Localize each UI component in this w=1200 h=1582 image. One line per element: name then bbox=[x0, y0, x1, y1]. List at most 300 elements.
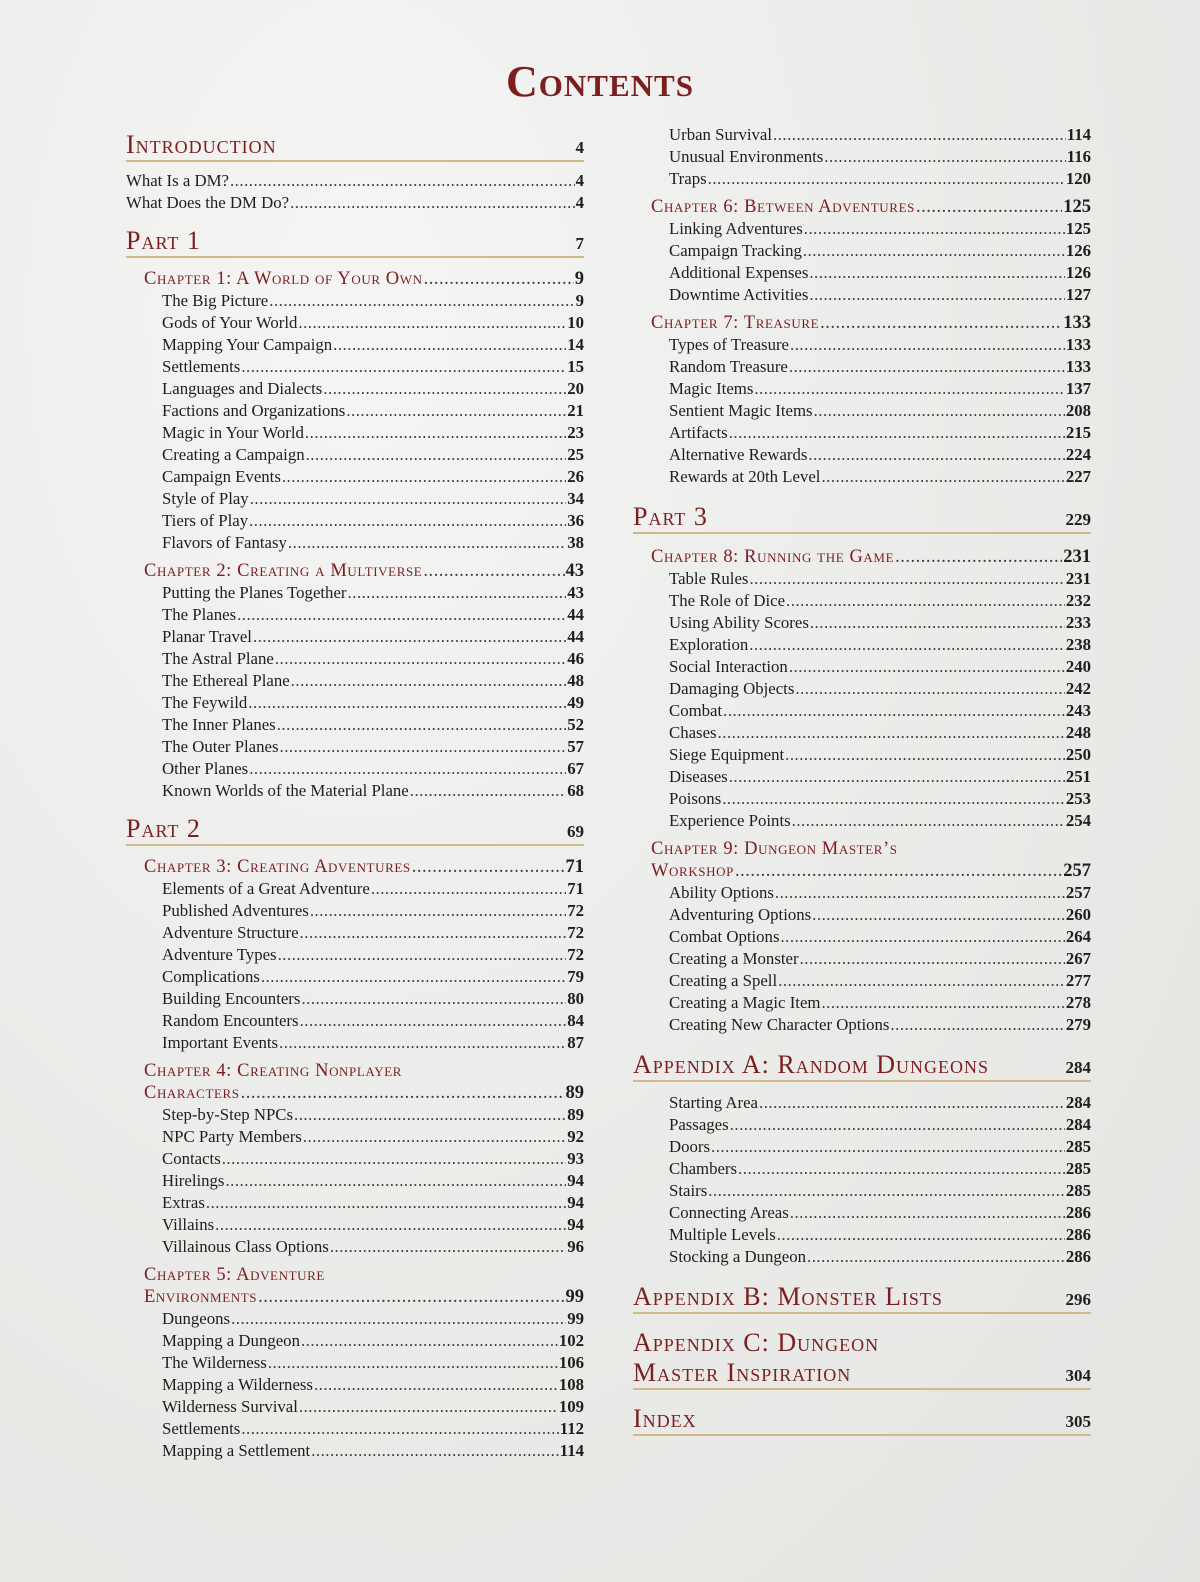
entry-label[interactable]: Contacts bbox=[162, 1149, 221, 1168]
entry-label[interactable]: Stocking a Dungeon bbox=[669, 1247, 807, 1266]
entry-label[interactable]: Rewards at 20th Level bbox=[669, 467, 821, 486]
toc-entry[interactable] bbox=[669, 1114, 1091, 1136]
entry-label[interactable]: Creating a Spell bbox=[669, 971, 778, 990]
toc-entry[interactable] bbox=[669, 466, 1091, 488]
page-number: 9 bbox=[575, 291, 584, 310]
toc-entry[interactable] bbox=[162, 736, 584, 758]
page-number: 285 bbox=[1065, 1181, 1091, 1200]
entry-label[interactable]: Magic Items bbox=[669, 379, 754, 398]
entry-label[interactable]: Adventuring Options bbox=[669, 905, 812, 924]
page-number: 251 bbox=[1065, 767, 1091, 786]
entry-label[interactable]: Random Encounters bbox=[162, 1011, 299, 1030]
entry-label[interactable]: The Planes bbox=[162, 605, 237, 624]
toc-entry[interactable] bbox=[162, 1308, 584, 1330]
leader-dots bbox=[311, 1440, 559, 1462]
toc-entry[interactable] bbox=[162, 670, 584, 692]
leader-dots bbox=[300, 1010, 567, 1032]
entry-label[interactable]: Poisons bbox=[669, 789, 722, 808]
part-heading[interactable] bbox=[126, 130, 584, 162]
page-number: 84 bbox=[567, 1011, 584, 1030]
toc-entry[interactable] bbox=[162, 582, 584, 604]
entry-label[interactable]: Villainous Class Options bbox=[162, 1237, 329, 1256]
page-number: 15 bbox=[567, 357, 584, 376]
page-number: 133 bbox=[1063, 313, 1091, 333]
chapter-title-line[interactable]: Chapter 5: Adventure bbox=[144, 1265, 325, 1285]
leader-dots bbox=[423, 560, 564, 582]
entry-label[interactable]: Combat bbox=[669, 701, 723, 720]
entry-label[interactable]: Creating New Character Options bbox=[669, 1015, 890, 1034]
toc-entry[interactable] bbox=[162, 1192, 584, 1214]
page-number: 133 bbox=[1065, 335, 1091, 354]
leader-dots bbox=[824, 146, 1065, 168]
part-heading[interactable] bbox=[126, 814, 584, 846]
part-heading[interactable] bbox=[633, 1404, 1091, 1436]
toc-entry[interactable] bbox=[669, 284, 1091, 306]
leader-dots bbox=[789, 356, 1065, 378]
entry-label[interactable]: Wilderness Survival bbox=[162, 1397, 298, 1416]
page-number: 38 bbox=[567, 533, 584, 552]
entry-label[interactable]: Settlements bbox=[162, 357, 241, 376]
entry-label[interactable]: What Does the DM Do? bbox=[126, 193, 290, 212]
chapter-entry[interactable] bbox=[144, 1082, 584, 1104]
part-title[interactable]: Appendix B: Monster Lists bbox=[633, 1282, 943, 1311]
chapter-title[interactable]: Characters bbox=[144, 1083, 240, 1103]
page-number: 36 bbox=[567, 511, 584, 530]
toc-entry[interactable] bbox=[669, 992, 1091, 1014]
page-number: 21 bbox=[567, 401, 584, 420]
chapter-title[interactable]: Chapter 1: A World of Your Own bbox=[144, 269, 423, 289]
entry-label[interactable]: Creating a Campaign bbox=[162, 445, 305, 464]
toc-entry[interactable] bbox=[162, 444, 584, 466]
toc-entry[interactable] bbox=[669, 400, 1091, 422]
chapter-title[interactable]: Environments bbox=[144, 1287, 258, 1307]
page-number: 93 bbox=[567, 1149, 584, 1168]
toc-entry[interactable] bbox=[669, 970, 1091, 992]
toc-entry[interactable] bbox=[162, 1418, 584, 1440]
chapter-title[interactable]: Chapter 6: Between Adventures bbox=[651, 197, 915, 217]
leader-dots bbox=[301, 988, 566, 1010]
toc-entry[interactable] bbox=[669, 948, 1091, 970]
leader-dots bbox=[424, 268, 574, 290]
toc-entry[interactable] bbox=[669, 146, 1091, 168]
toc-entry[interactable] bbox=[669, 1202, 1091, 1224]
entry-label[interactable]: Alternative Rewards bbox=[669, 445, 808, 464]
page-number: 26 bbox=[567, 467, 584, 486]
leader-dots bbox=[279, 1032, 566, 1054]
page-number: 72 bbox=[567, 945, 584, 964]
leader-dots bbox=[711, 1136, 1065, 1158]
chapter-entry[interactable] bbox=[144, 856, 584, 878]
entry-label[interactable]: Types of Treasure bbox=[669, 335, 790, 354]
toc-entry[interactable] bbox=[669, 262, 1091, 284]
page-number: 284 bbox=[1065, 1115, 1091, 1134]
part-title[interactable]: Part 3 bbox=[633, 502, 708, 531]
toc-entry[interactable] bbox=[162, 510, 584, 532]
page-number: 133 bbox=[1065, 357, 1091, 376]
part-title[interactable]: Part 1 bbox=[126, 226, 201, 255]
entry-label[interactable]: Complications bbox=[162, 967, 260, 986]
toc-entry[interactable] bbox=[162, 422, 584, 444]
toc-entry[interactable] bbox=[162, 758, 584, 780]
entry-label[interactable]: NPC Party Members bbox=[162, 1127, 302, 1146]
entry-label[interactable]: The Ethereal Plane bbox=[162, 671, 290, 690]
entry-label[interactable]: Hirelings bbox=[162, 1171, 225, 1190]
toc-entry[interactable] bbox=[162, 1126, 584, 1148]
toc-entry[interactable] bbox=[162, 626, 584, 648]
part-heading[interactable] bbox=[126, 226, 584, 258]
leader-dots bbox=[790, 1202, 1065, 1224]
entry-label[interactable]: Building Encounters bbox=[162, 989, 301, 1008]
chapter-title-line[interactable]: Chapter 9: Dungeon Master’s bbox=[651, 839, 898, 859]
part-heading[interactable] bbox=[633, 1282, 1091, 1314]
part-heading[interactable] bbox=[633, 1358, 1091, 1390]
toc-entry[interactable] bbox=[669, 1014, 1091, 1036]
entry-label[interactable]: The Outer Planes bbox=[162, 737, 279, 756]
page-number: 71 bbox=[567, 879, 584, 898]
entry-label[interactable]: Doors bbox=[669, 1137, 711, 1156]
chapter-entry[interactable] bbox=[651, 312, 1091, 334]
toc-entry[interactable] bbox=[669, 1224, 1091, 1246]
page-number: 43 bbox=[565, 561, 584, 581]
chapter-title[interactable]: Workshop bbox=[651, 861, 734, 881]
leader-dots bbox=[303, 1126, 566, 1148]
toc-entry[interactable] bbox=[162, 1010, 584, 1032]
toc-entry[interactable] bbox=[162, 466, 584, 488]
toc-entry[interactable] bbox=[162, 1396, 584, 1418]
leader-dots bbox=[800, 948, 1065, 970]
toc-entry[interactable] bbox=[162, 1214, 584, 1236]
entry-label[interactable]: The Wilderness bbox=[162, 1353, 267, 1372]
entry-label[interactable]: Artifacts bbox=[669, 423, 728, 442]
entry-label[interactable]: Diseases bbox=[669, 767, 728, 786]
part-title[interactable]: Index bbox=[633, 1404, 697, 1433]
page-number: 243 bbox=[1065, 701, 1091, 720]
toc-entry[interactable] bbox=[669, 334, 1091, 356]
toc-entry[interactable] bbox=[126, 170, 584, 192]
chapter-title[interactable]: Chapter 7: Treasure bbox=[651, 313, 820, 333]
page-title: Contents bbox=[506, 57, 694, 106]
leader-dots bbox=[258, 1286, 564, 1308]
toc-entry[interactable] bbox=[669, 422, 1091, 444]
toc-entry[interactable] bbox=[162, 988, 584, 1010]
entry-label[interactable]: Campaign Events bbox=[162, 467, 281, 486]
toc-entry[interactable] bbox=[669, 766, 1091, 788]
leader-dots bbox=[708, 168, 1065, 190]
part-heading[interactable] bbox=[633, 502, 1091, 534]
entry-label[interactable]: Experience Points bbox=[669, 811, 791, 830]
toc-entry[interactable] bbox=[669, 700, 1091, 722]
leader-dots bbox=[773, 124, 1066, 146]
entry-label[interactable]: The Big Picture bbox=[162, 291, 269, 310]
toc-entry[interactable] bbox=[669, 810, 1091, 832]
toc-entry[interactable] bbox=[162, 290, 584, 312]
entry-label[interactable]: Combat Options bbox=[669, 927, 780, 946]
toc-entry[interactable] bbox=[162, 878, 584, 900]
entry-label[interactable]: Step-by-Step NPCs bbox=[162, 1105, 293, 1124]
leader-dots bbox=[749, 634, 1065, 656]
chapter-entry[interactable] bbox=[144, 1286, 584, 1308]
toc-entry[interactable] bbox=[669, 590, 1091, 612]
entry-label[interactable]: Table Rules bbox=[669, 569, 749, 588]
toc-entry[interactable] bbox=[669, 1158, 1091, 1180]
entry-label[interactable]: Traps bbox=[669, 169, 707, 188]
entry-label[interactable]: Known Worlds of the Material Plane bbox=[162, 781, 409, 800]
toc-entry[interactable] bbox=[669, 612, 1091, 634]
part-title[interactable]: Appendix A: Random Dungeons bbox=[633, 1050, 989, 1079]
toc-entry[interactable] bbox=[669, 124, 1091, 146]
page-number: 304 bbox=[1065, 1366, 1091, 1385]
leader-dots bbox=[809, 262, 1064, 284]
entry-label[interactable]: Damaging Objects bbox=[669, 679, 795, 698]
page-number: 20 bbox=[567, 379, 584, 398]
entry-label[interactable]: Urban Survival bbox=[669, 125, 772, 144]
toc-entry[interactable] bbox=[669, 926, 1091, 948]
entry-label[interactable]: Magic in Your World bbox=[162, 423, 304, 442]
page-number: 48 bbox=[567, 671, 584, 690]
entry-label[interactable]: Gods of Your World bbox=[162, 313, 298, 332]
chapter-title[interactable]: Chapter 8: Running the Game bbox=[651, 547, 895, 567]
toc-entry[interactable] bbox=[162, 1440, 584, 1462]
page-number: 44 bbox=[567, 627, 584, 646]
chapter-title[interactable]: Chapter 3: Creating Adventures bbox=[144, 857, 411, 877]
toc-entry[interactable] bbox=[162, 1330, 584, 1352]
entry-label[interactable]: The Astral Plane bbox=[162, 649, 274, 668]
leader-dots bbox=[310, 900, 566, 922]
entry-label[interactable]: Chases bbox=[669, 723, 717, 742]
page-number: 285 bbox=[1065, 1159, 1091, 1178]
page-number: 285 bbox=[1065, 1137, 1091, 1156]
entry-label[interactable]: Exploration bbox=[669, 635, 749, 654]
toc-entry[interactable] bbox=[162, 780, 584, 802]
toc-entry[interactable] bbox=[162, 604, 584, 626]
toc-entry[interactable] bbox=[162, 944, 584, 966]
leader-dots bbox=[723, 700, 1065, 722]
entry-label[interactable]: Chambers bbox=[669, 1159, 738, 1178]
leader-dots bbox=[820, 312, 1062, 334]
toc-entry[interactable] bbox=[162, 1236, 584, 1258]
entry-label[interactable]: Published Adventures bbox=[162, 901, 309, 920]
entry-label[interactable]: Creating a Magic Item bbox=[669, 993, 821, 1012]
chapter-entry[interactable] bbox=[651, 546, 1091, 568]
entry-label[interactable]: The Inner Planes bbox=[162, 715, 276, 734]
toc-entry[interactable] bbox=[669, 678, 1091, 700]
leader-dots bbox=[729, 422, 1065, 444]
toc-entry[interactable] bbox=[669, 904, 1091, 926]
entry-label[interactable]: Putting the Planes Together bbox=[162, 583, 347, 602]
page-number: 114 bbox=[1066, 125, 1091, 144]
page-number: 96 bbox=[567, 1237, 584, 1256]
page-number: 57 bbox=[567, 737, 584, 756]
page-number: 14 bbox=[567, 335, 584, 354]
entry-label[interactable]: Settlements bbox=[162, 1419, 241, 1438]
toc-entry[interactable] bbox=[162, 1374, 584, 1396]
toc-entry[interactable] bbox=[669, 378, 1091, 400]
entry-label[interactable]: Tiers of Play bbox=[162, 511, 249, 530]
entry-label[interactable]: Mapping Your Campaign bbox=[162, 335, 333, 354]
entry-label[interactable]: The Feywild bbox=[162, 693, 248, 712]
leader-dots bbox=[346, 400, 566, 422]
toc-entry[interactable] bbox=[669, 1246, 1091, 1268]
leader-dots bbox=[890, 1014, 1064, 1036]
leader-dots bbox=[269, 290, 574, 312]
page-number: 264 bbox=[1065, 927, 1091, 946]
toc-entry[interactable] bbox=[669, 1136, 1091, 1158]
page-number: 94 bbox=[567, 1171, 584, 1190]
leader-dots bbox=[795, 678, 1064, 700]
entry-label[interactable]: Social Interaction bbox=[669, 657, 788, 676]
appendix-title-line[interactable]: Appendix C: Dungeon bbox=[633, 1328, 880, 1357]
entry-label[interactable]: Stairs bbox=[669, 1181, 708, 1200]
entry-label[interactable]: Linking Adventures bbox=[669, 219, 803, 238]
entry-label[interactable]: Other Planes bbox=[162, 759, 249, 778]
page-number: 108 bbox=[558, 1375, 584, 1394]
entry-label[interactable]: Villains bbox=[162, 1215, 215, 1234]
entry-label[interactable]: Flavors of Fantasy bbox=[162, 533, 287, 552]
entry-label[interactable]: What Is a DM? bbox=[126, 171, 229, 190]
leader-dots bbox=[804, 218, 1065, 240]
leader-dots bbox=[412, 856, 565, 878]
toc-entry[interactable] bbox=[162, 1104, 584, 1126]
toc-entry[interactable] bbox=[162, 1170, 584, 1192]
page-number: 248 bbox=[1065, 723, 1091, 742]
toc-entry[interactable] bbox=[162, 312, 584, 334]
leader-dots bbox=[786, 590, 1065, 612]
page-number: 127 bbox=[1065, 285, 1091, 304]
entry-label[interactable]: The Role of Dice bbox=[669, 591, 786, 610]
toc-entry[interactable] bbox=[162, 1352, 584, 1374]
chapter-entry[interactable] bbox=[144, 268, 584, 290]
page-number: 231 bbox=[1063, 547, 1091, 567]
leader-dots bbox=[222, 1148, 566, 1170]
toc-entry[interactable] bbox=[669, 722, 1091, 744]
toc-entry[interactable] bbox=[669, 788, 1091, 810]
leader-dots bbox=[790, 334, 1065, 356]
toc-entry[interactable] bbox=[669, 634, 1091, 656]
entry-label[interactable]: Extras bbox=[162, 1193, 205, 1212]
toc-entry[interactable] bbox=[669, 1092, 1091, 1114]
entry-label[interactable]: Mapping a Dungeon bbox=[162, 1331, 300, 1350]
toc-entry[interactable] bbox=[162, 356, 584, 378]
entry-label[interactable]: Important Events bbox=[162, 1033, 279, 1052]
chapter-entry[interactable] bbox=[651, 196, 1091, 218]
toc-entry[interactable] bbox=[162, 692, 584, 714]
chapter-entry[interactable] bbox=[144, 560, 584, 582]
entry-label[interactable]: Sentient Magic Items bbox=[669, 401, 813, 420]
chapter-title-line[interactable]: Chapter 4: Creating Nonplayer bbox=[144, 1061, 403, 1081]
leader-dots bbox=[275, 648, 566, 670]
page-number: 25 bbox=[567, 445, 584, 464]
page-number: 232 bbox=[1065, 591, 1091, 610]
toc-entry[interactable] bbox=[162, 714, 584, 736]
leader-dots bbox=[278, 944, 567, 966]
entry-label[interactable]: Planar Travel bbox=[162, 627, 252, 646]
toc-entry[interactable] bbox=[162, 532, 584, 554]
leader-dots bbox=[250, 488, 567, 510]
toc-entry[interactable] bbox=[669, 356, 1091, 378]
entry-label[interactable]: Multiple Levels bbox=[669, 1225, 776, 1244]
entry-label[interactable]: Passages bbox=[669, 1115, 729, 1134]
entry-label[interactable]: Adventure Types bbox=[162, 945, 277, 964]
entry-label[interactable]: Creating a Monster bbox=[669, 949, 799, 968]
toc-entry[interactable] bbox=[669, 218, 1091, 240]
toc-entry[interactable] bbox=[162, 1032, 584, 1054]
toc-entry[interactable] bbox=[669, 444, 1091, 466]
page-number: 89 bbox=[565, 1083, 584, 1103]
page-number: 229 bbox=[1065, 510, 1091, 529]
page-number: 286 bbox=[1065, 1225, 1091, 1244]
toc-entry[interactable] bbox=[669, 568, 1091, 590]
page-number: 137 bbox=[1065, 379, 1091, 398]
page-number: 94 bbox=[567, 1215, 584, 1234]
toc-entry[interactable] bbox=[162, 966, 584, 988]
part-title[interactable]: Part 2 bbox=[126, 814, 201, 843]
page-number: 102 bbox=[558, 1331, 584, 1350]
entry-label[interactable]: Elements of a Great Adventure bbox=[162, 879, 370, 898]
entry-label[interactable]: Style of Play bbox=[162, 489, 249, 508]
entry-label[interactable]: Downtime Activities bbox=[669, 285, 809, 304]
entry-label[interactable]: Using Ability Scores bbox=[669, 613, 809, 632]
chapter-title[interactable]: Chapter 2: Creating a Multiverse bbox=[144, 561, 423, 581]
entry-label[interactable]: Unusual Environments bbox=[669, 147, 824, 166]
toc-entry[interactable] bbox=[162, 922, 584, 944]
page-number: 49 bbox=[567, 693, 584, 712]
toc-entry[interactable] bbox=[162, 400, 584, 422]
page-number: 267 bbox=[1065, 949, 1091, 968]
entry-label[interactable]: Ability Options bbox=[669, 883, 774, 902]
page-number: 92 bbox=[567, 1127, 584, 1146]
toc-entry[interactable] bbox=[162, 488, 584, 510]
entry-label[interactable]: Factions and Organizations bbox=[162, 401, 346, 420]
toc-entry[interactable] bbox=[669, 882, 1091, 904]
toc-entry[interactable] bbox=[162, 900, 584, 922]
leader-dots bbox=[241, 1082, 565, 1104]
page-number: 80 bbox=[567, 989, 584, 1008]
toc-entry[interactable] bbox=[162, 1148, 584, 1170]
leader-dots bbox=[730, 1114, 1065, 1136]
entry-label[interactable]: Random Treasure bbox=[669, 357, 788, 376]
toc-entry[interactable] bbox=[162, 648, 584, 670]
toc-entry[interactable] bbox=[162, 378, 584, 400]
entry-label[interactable]: Mapping a Settlement bbox=[162, 1441, 311, 1460]
toc-entry[interactable] bbox=[669, 240, 1091, 262]
page-number: 68 bbox=[567, 781, 584, 800]
toc-entry[interactable] bbox=[669, 656, 1091, 678]
entry-label[interactable]: Dungeons bbox=[162, 1309, 231, 1328]
leader-dots bbox=[718, 722, 1065, 744]
part-title[interactable]: Introduction bbox=[126, 130, 277, 159]
part-title[interactable]: Master Inspiration bbox=[633, 1358, 852, 1387]
entry-label[interactable]: Languages and Dialects bbox=[162, 379, 323, 398]
toc-entry[interactable] bbox=[126, 192, 584, 214]
entry-label[interactable]: Connecting Areas bbox=[669, 1203, 789, 1222]
page-number: 305 bbox=[1065, 1412, 1091, 1431]
entry-label[interactable]: Adventure Structure bbox=[162, 923, 299, 942]
entry-label[interactable]: Campaign Tracking bbox=[669, 241, 802, 260]
entry-label[interactable]: Starting Area bbox=[669, 1093, 759, 1112]
leader-dots bbox=[803, 240, 1065, 262]
page-number: 233 bbox=[1065, 613, 1091, 632]
entry-label[interactable]: Mapping a Wilderness bbox=[162, 1375, 313, 1394]
toc-entry[interactable] bbox=[669, 168, 1091, 190]
entry-label[interactable]: Siege Equipment bbox=[669, 745, 785, 764]
toc-entry[interactable] bbox=[669, 1180, 1091, 1202]
page-number: 279 bbox=[1065, 1015, 1091, 1034]
chapter-entry[interactable] bbox=[651, 860, 1091, 882]
toc-entry[interactable] bbox=[669, 744, 1091, 766]
entry-label[interactable]: Additional Expenses bbox=[669, 263, 809, 282]
part-heading[interactable] bbox=[633, 1050, 1091, 1082]
toc-entry[interactable] bbox=[162, 334, 584, 356]
